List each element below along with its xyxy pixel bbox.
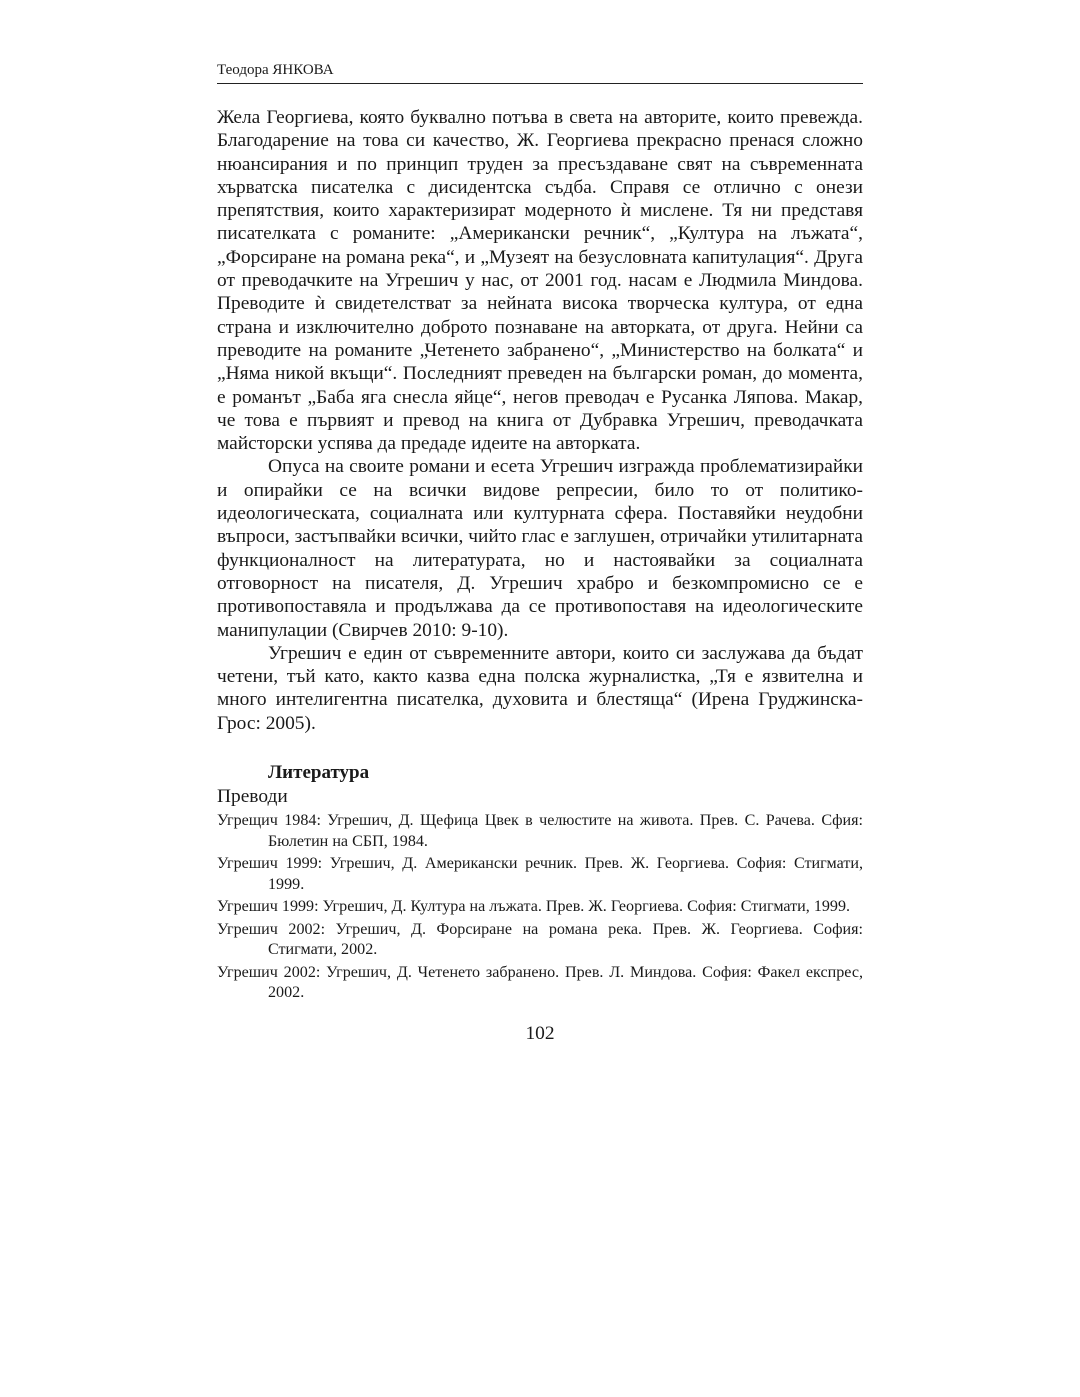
page [217, 60, 863, 1046]
body-text [217, 106, 863, 735]
literature-subheading: Преводи [217, 786, 288, 808]
literature-heading: Литература [268, 762, 370, 784]
reference-item: Угрешич 1999: Угрешич, Д. Американски речник. Прев. Ж. Георгиева. София: Стигмати, 1999. [217, 855, 863, 893]
reference-item: Угрешич 2002: Угрешич, Д. Четенето забранено. Прев. Л. Миндова. София: Факел експрес, 2002. [217, 963, 863, 1002]
paragraph: Угрешич е един от съвременните автори, които си заслужава да бъдат четени, тъй като, както казва една полска журналистка, „Тя е язвителна и много интелигентна писателка, духовита и блестяща“ (Ирена Груджинска-Грос: 2005). [217, 642, 863, 734]
running-head: Теодора ЯНКОВА [217, 60, 863, 84]
reference-item: Угрешич 1999: Угрешич, Д. Култура на лъжата. Прев. Ж. Георгиева. София: Стигмати, 1999. [217, 898, 851, 916]
paragraph: Опуса на своите романи и есета Угрешич изгражда проблематизирайки и опирайки се на всички видове репресии, било то от политико-идеологическата, социалната или културната сфера. Поставяйки неудобни въпроси, застъпвайки всички, чийто глас е заглушен, отричайки утилитарната функционалност на литературата, но и настоявайки за социалната отговорност на писателя, Д. Угрешич храбро и безкомпромисно се е противопоставяла и продължава да се противопоставя на идеологическите манипулации (Свирчев 2010: 9-10). [217, 456, 863, 641]
reference-item: Угрещич 1984: Угрешич, Д. Щефица Цвек в челюстите на живота. Прев. С. Рачева. Сфия: Бюлетин на СБП, 1984. [217, 812, 863, 850]
page-number: 102 [525, 1022, 555, 1044]
paragraph: Жела Георгиева, която буквално потъва в света на авторите, които превежда. Благодарение на това си качество, Ж. Георгиева прекрасно пренася сложно нюансирания и по принцип труден за пресъздаване свят на съвременната хърватска писателка с дисидентска съдба. Справя се отлично с онези препятствия, които характеризират модерното ѝ мислене. Тя ни представя писателката с романите: „Американски речник“, „Култура на лъжата“, „Форсиране на романа река“, и „Музеят на безусловната капитулация“. Друга от преводачките на Угрешич у нас, от 2001 год. насам е Людмила Миндова. Преводите ѝ свидетелстват за нейната висока творческа култура, от една страна и изключително доброто познаване на авторката, от друга. Нейни са преводите на романите „Четенето забранено“, „Министерство на болката“ и „Няма никой вкъщи“. Последният преведен на български роман, до момента, е романът „Баба яга снесла яйце“, негов преводач е Русанка Ляпова. Макар, че това е първият и превод на книга от Дубравка Угрешич, преводачката майсторски успява да предаде идеите на авторката. [217, 107, 863, 455]
reference-list [217, 811, 863, 1004]
reference-item: Угрешич 2002: Угрешич, Д. Форсиране на романа река. Прев. Ж. Георгиева. София: Стигмати, 2002. [217, 920, 863, 959]
